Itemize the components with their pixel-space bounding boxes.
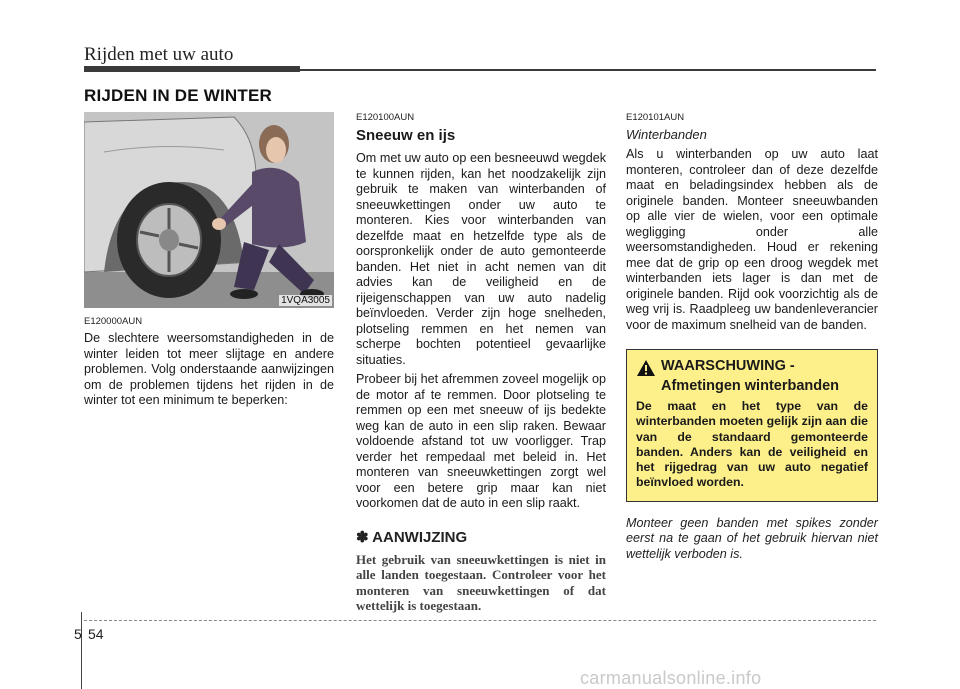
footer-vertical-rule: [81, 612, 82, 689]
snow-ice-paragraph-1: Om met uw auto op een besneeuwd wegdek te kunnen rijden, kan het noodzakelijk zijn gebruik te maken van winterbanden of sneeuwkettingen onder uw auto te monteren. Kies voor winterbanden van dezelfde maat en hetzelfde type als de oorspronkelijk onder de auto gemonteerde banden. Het niet in acht nemen van dit advies kan de veiligheid en de rijeigenschappen van uw auto nadelig beïnvloeden. Verder zijn hoge snelheden, plotseling remmen en het nemen van scherpe bochten potentieel gevaarlijke situaties.: [356, 151, 606, 367]
subheading-snow-ice: Sneeuw en ijs: [356, 127, 456, 144]
warning-title-line2: Afmetingen winterbanden: [661, 378, 840, 394]
column-right: [626, 112, 878, 575]
intro-paragraph: De slechtere weersomstandigheden in de winter leiden tot meer slijtage en andere problemen. Volg onderstaande aanwijzingen om de problemen tijdens het rijden in de winter tot een minimum te beperken:: [84, 331, 334, 407]
note-title: ✽ AANWIJZING: [356, 528, 468, 546]
warning-header: [636, 358, 868, 377]
section-code: E120000AUN: [84, 316, 143, 327]
note-body: Het gebruik van sneeuwkettingen is niet in alle landen toegestaan. Controleer voor het monteren van sneeuwkettingen of dat wettelijk is toegestaan.: [356, 551, 606, 613]
section-code: E120101AUN: [626, 112, 685, 123]
warning-box: [626, 349, 878, 502]
header-rule-thin: [300, 69, 876, 71]
winter-tires-paragraph: Als u winterbanden op uw auto laat monteren, controleer dan of deze dezelfde maat en beladingsindex hebben als de originele banden. Monteer sneeuwbanden op alle vier de wielen, voor een optimale wegligging onder alle weersomstandigheden. Houd er rekening mee dat de grip op een droog wegdek met winterbanden iets lager is dan met de originele banden. Rijd ook voorzichtig als de weg vrij is. Raadpleeg uw bandenleverancier voor de maximum snelheid van de banden.: [626, 147, 878, 332]
header-title: Rijden met uw auto: [84, 44, 234, 65]
section-title: RIJDEN IN DE WINTER: [84, 86, 272, 105]
page-number: 54: [88, 626, 104, 642]
footer-divider: [84, 620, 876, 621]
chapter-number: 5: [74, 626, 82, 642]
tire-illustration: [84, 112, 334, 308]
warning-title-line1: WAARSCHUWING -: [661, 358, 795, 374]
warning-triangle-icon: [636, 359, 656, 377]
winter-tire-photo: [84, 112, 334, 308]
watermark: carmanualsonline.info: [580, 668, 762, 688]
column-middle: [356, 112, 606, 614]
header-rule-thick: [84, 66, 300, 72]
spikes-note: Monteer geen banden met spikes zonder eerst na te gaan of het gebruik hiervan niet wettelijk verboden is.: [626, 515, 878, 561]
subheading-winter-tires: Winterbanden: [626, 127, 707, 142]
column-left: [84, 112, 334, 413]
photo-code: 1VQA3005: [281, 295, 330, 306]
warning-body: De maat en het type van de winterbanden moeten gelijk zijn aan die van de standaard gemonteerde banden. Anders kan de veiligheid en het rijgedrag van uw auto negatief beïnvloed worden.: [636, 399, 868, 490]
section-code: E120100AUN: [356, 112, 415, 123]
snow-ice-paragraph-2: Probeer bij het afremmen zoveel mogelijk op de motor af te remmen. Door plotseling te remmen op een met sneeuw of ijs bedekte weg kan de auto in een slip raken. Bewaar voldoende afstand tot uw voorligger. Trap verder het rempedaal met beleid in. Het monteren van sneeuwkettingen zorgt wel voor een betere grip maar kan niet voorkomen dat de auto in een slip raakt.: [356, 372, 606, 510]
